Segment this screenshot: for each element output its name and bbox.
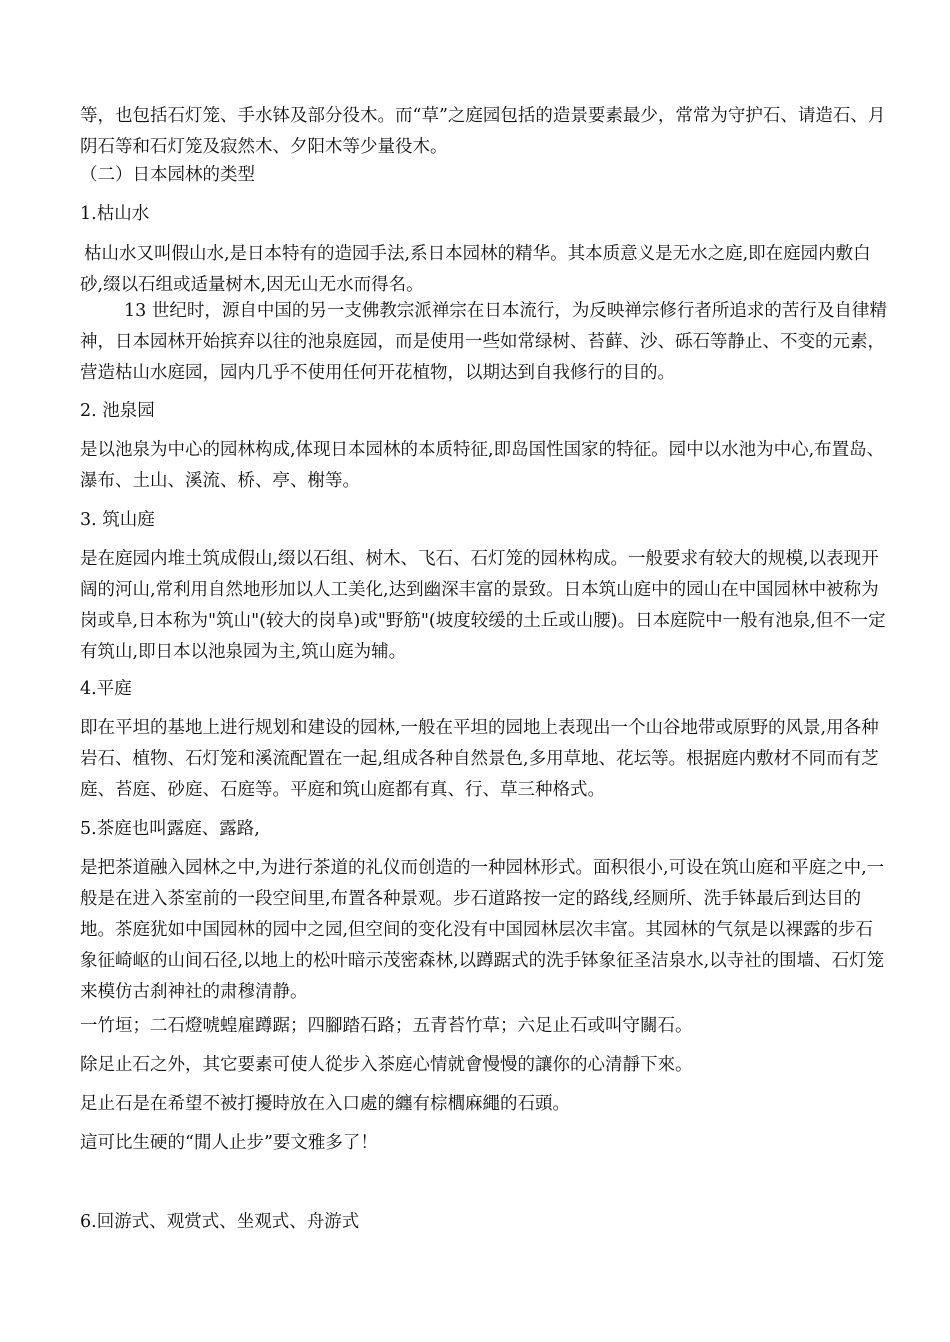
- paragraph-tea-garden-3: 除足止石之外，其它要素可使人從步入茶庭心情就會慢慢的讓你的心清靜下來。: [80, 1055, 693, 1075]
- paragraph-tea-garden-4: 足止石是在希望不被打擾時放在入口處的纏有棕櫚麻繩的石頭。: [80, 1094, 570, 1114]
- section-heading: （二）日本园林的类型: [80, 165, 255, 185]
- heading-tea-garden: 5.茶庭也叫露庭、露路,: [80, 819, 260, 839]
- paragraph-karesansui-2: 13 世纪时，源自中国的另一支佛教宗派禅宗在日本流行，为反映禅宗修行者所追求的苦行及自律精神，日本园林开始摈弃以往的池泉庭园，而是使用一些如常绿树、苔藓、沙、砾石等静止、不变的元素，营造枯山水庭园，园内几乎不使用任何开花植物，以期达到自我修行的目的。: [80, 301, 887, 383]
- paragraph-hill-garden: 是在庭园内堆土筑成假山,缀以石组、树木、飞石、石灯笼的园林构成。一般要求有较大的规模,以表现开阔的河山,常利用自然地形加以人工美化,达到幽深丰富的景致。日本筑山庭中的园山在中国园林中被称为岗或阜,日本称为"筑山"(较大的岗阜)或"野筋"(坡度较缓的土丘或山腰)。日本庭院中一般有池泉,但不一定有筑山,即日本以池泉园为主,筑山庭为辅。: [80, 549, 886, 662]
- paragraph-flat-garden: 即在平坦的基地上进行规划和建设的园林,一般在平坦的园地上表现出一个山谷地带或原野的风景,用各种岩石、植物、石灯笼和溪流配置在一起,组成各种自然景色,多用草地、花坛等。根据庭内敷材不同而有芝庭、苔庭、砂庭、石庭等。平庭和筑山庭都有真、行、草三种格式。: [80, 718, 879, 800]
- heading-pond-garden: 2. 池泉园: [80, 401, 155, 421]
- paragraph-pond-garden: 是以池泉为中心的园林构成,体现日本园林的本质特征,即岛国性国家的特征。园中以水池为中心,布置岛、瀑布、土山、溪流、桥、亭、榭等。: [80, 440, 885, 491]
- paragraph-tea-garden-5: 這可比生硬的“閒人止步”要文雅多了！: [80, 1133, 378, 1153]
- heading-hill-garden: 3. 筑山庭: [80, 510, 155, 530]
- heading-karesansui: 1.枯山水: [80, 204, 150, 224]
- paragraph-tea-garden-1: 是把茶道融入园林之中,为进行茶道的礼仪而创造的一种园林形式。面积很小,可设在筑山庭和平庭之中,一般是在进入茶室前的一段空间里,布置各种景观。步石道路按一定的路线,经厕所、洗手钵最后到达目的地。茶庭犹如中国园林的园中之园,但空间的变化没有中国园林层次丰富。其园林的气氛是以裸露的步石象征崎岖的山间石径,以地上的松叶暗示茂密森林,以蹲踞式的洗手钵象征圣洁泉水,以寺社的围墙、石灯笼来模仿古刹神社的肃穆清静。: [80, 858, 885, 1002]
- paragraph-tea-garden-2: 一竹垣；二石燈唬蝗雇蹲踞；四腳踏石路；五青苔竹草；六足止石或叫守關石。: [80, 1016, 693, 1036]
- heading-flat-garden: 4.平庭: [80, 679, 132, 699]
- heading-garden-styles: 6.回游式、观赏式、坐观式、舟游式: [80, 1212, 360, 1232]
- paragraph-karesansui-1: 枯山水又叫假山水,是日本特有的造园手法,系日本园林的精华。其本质意义是无水之庭,即在庭园内敷白砂,缀以石组或适量树木,因无山无水而得名。: [80, 244, 871, 295]
- paragraph-intro: 等，也包括石灯笼、手水钵及部分役木。而“草”之庭园包括的造景要素最少，常常为守护石、请造石、月阴石等和石灯笼及寂然木、夕阳木等少量役木。: [80, 106, 886, 157]
